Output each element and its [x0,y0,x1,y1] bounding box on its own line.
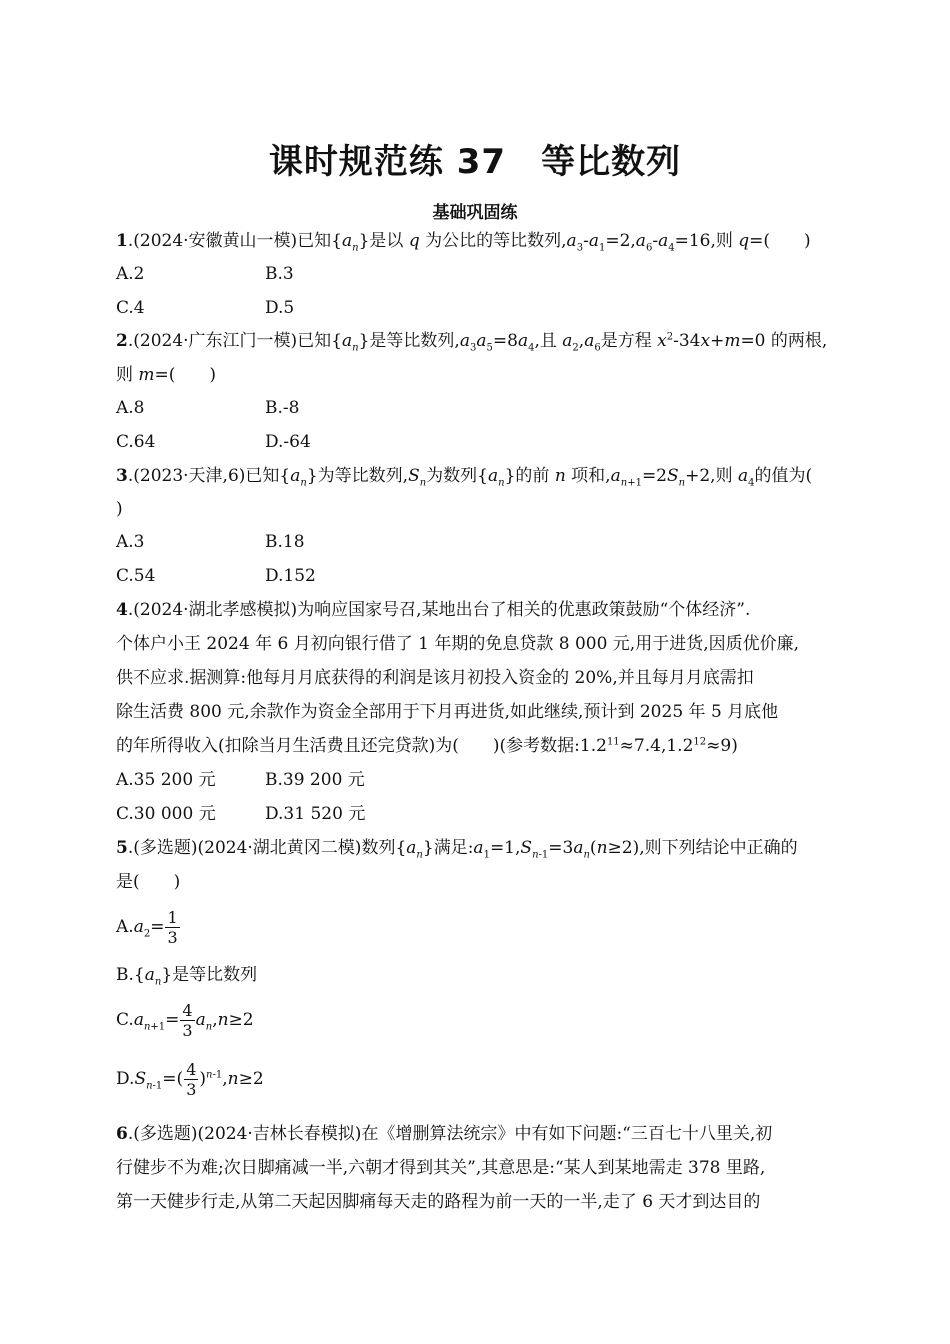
fraction-four-thirds: $\frac{4}{3}$ [182,1001,193,1040]
question-4-stem-line3: 供不应求.据测算:他每月月底获得的利润是该月初投入资金的 20%,并且每月月底需扣 [116,668,754,688]
question-2-option-c: C.64 [116,432,156,452]
question-2-stem: 2.(2024·广东江门一模)已知$\{a_n\}$是等比数列$,a_3a_5=8a_4$,且 $a_2,a_6$是方程 $x^2-34x+m=0$ 的两根, [116,331,828,354]
question-6-stem-line1: 6.(多选题)(2024·吉林长春模拟)在《增删算法统宗》中有如下问题:“三百七十八里关,初 [116,1124,773,1144]
question-6-stem-line3: 第一天健步行走,从第二天起因脚痛每天走的路程为前一天的一半,走了 6 天才到达目的 [116,1192,761,1212]
question-5-option-b: $B.\{a_n\}$是等比数列 [116,965,258,988]
question-6-stem-line2: 行健步不为难;次日脚痛减一半,六朝才得到其关”,其意思是:“某人到某地需走 378 里路, [116,1158,766,1178]
question-4-stem-line4: 除生活费 800 元,余款作为资金全部用于下月再进货,如此继续,预计到 2025 年 5 月底他 [116,702,779,722]
question-4-option-d: D.31 520 元 [265,804,366,824]
question-5-stem-line2: 是( ) [116,872,181,892]
question-4-option-a: A.35 200 元 [116,770,216,790]
fraction-one-third: $\frac{1}{3}$ [167,908,178,947]
question-5-option-a: $A.a_2=$ $\frac{1}{3}$ [116,908,178,947]
question-3-stem-line2: ) [116,499,123,519]
question-2-stem-line2: 则 m=( ) [116,365,217,385]
question-4-stem-line1: 4.(2024·湖北孝感模拟)为响应国家号召,某地出台了相关的优惠政策鼓励“个体经济”. [116,600,751,620]
question-4-option-b: B.39 200 元 [265,770,365,790]
question-3-option-d: D.152 [265,566,316,586]
question-3-option-c: C.54 [116,566,156,586]
question-2-option-a: A.8 [116,398,145,418]
question-4-stem-line2: 个体户小王 2024 年 6 月初向银行借了 1 年期的免息贷款 8 000 元,用于进货,因质优价廉, [116,634,800,654]
question-1-option-c: C.4 [116,298,145,318]
question-3-option-b: B.18 [265,532,305,552]
question-1-option-a: A.2 [116,264,145,284]
question-5-option-d: $D.S_{n-1}=$( $\frac{4}{3}$ )$^{n-1}$,n≥2 [116,1060,264,1099]
question-2-option-b: B.-8 [265,398,300,418]
question-5-option-c: $C.a_{n+1}=$ $\frac{4}{3}$ $a_n,n\ge 2$ [116,1001,254,1040]
section-subtitle: 基础巩固练 [432,203,518,223]
question-5-stem: 5.(多选题)(2024·湖北黄冈二模)数列$\{a_n\}$满足$:a_1=1,S_{n-1}=3a_n(n\ge 2)$,则下列结论中正确的 [116,838,798,861]
question-1-option-b: B.3 [265,264,294,284]
question-1-stem: 1.(2024·安徽黄山一模)已知$\{a_n\}$是以 q 为公比的等比数列$,a_3-a_1=2,a_6-a_4=16$,则 q=( ) [116,231,811,254]
page-title: 课时规范练 37 等比数列 [268,142,682,182]
question-1-option-d: D.5 [265,298,295,318]
fraction-four-thirds-power: $\frac{4}{3}$ [186,1060,197,1099]
question-3-option-a: A.3 [116,532,145,552]
question-2-option-d: D.-64 [265,432,311,452]
question-4-option-c: C.30 000 元 [116,804,216,824]
question-3-stem: 3.(2023·天津,6)已知$\{a_n\}$为等比数列$,S_n$为数列$\{a_n\}$的前 n 项和$,a_{n+1}=2S_n+2$,则 $a_4$的值为( [116,466,813,489]
question-4-stem-line5: 的年所得收入(扣除当月生活费且还完贷款)为( )(参考数据$:1.2^{11}\approx 7.4,1.2^{12}\approx 9$) [116,736,738,756]
